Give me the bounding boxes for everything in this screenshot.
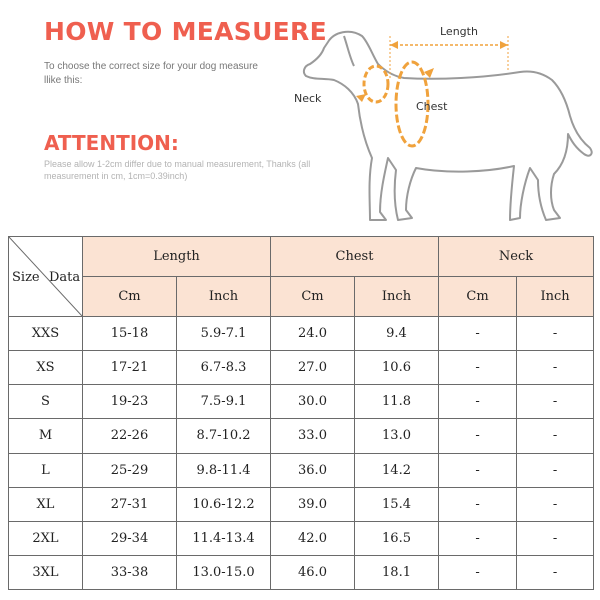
header-chest-inch: Inch: [355, 277, 439, 317]
table-row: [9, 453, 594, 487]
chest-inch-cell: 16.5: [355, 521, 439, 555]
header-length: Length: [83, 237, 271, 277]
length-inch-cell: 11.4-13.4: [177, 521, 271, 555]
length-arrow: [390, 36, 508, 80]
dog-ear: [344, 36, 354, 66]
chest-inch-cell: 13.0: [355, 419, 439, 453]
chest-cm-cell: 27.0: [271, 351, 355, 385]
header-neck: Neck: [439, 237, 594, 277]
length-cm-cell: 17-21: [83, 351, 177, 385]
length-inch-cell: 5.9-7.1: [177, 317, 271, 351]
neck-inch-cell: -: [517, 453, 594, 487]
length-cm-cell: 27-31: [83, 487, 177, 521]
size-cell: S: [9, 385, 83, 419]
chest-inch-cell: 11.8: [355, 385, 439, 419]
attention-heading: ATTENTION:: [44, 131, 179, 155]
attention-note: Please allow 1-2cm differ due to manual measurement, Thanks (all measurement in cm, 1cm=0.39inch): [44, 159, 311, 181]
page-subtitle: To choose the correct size for your dog measure llike this:: [44, 61, 258, 86]
table-row: [9, 351, 594, 385]
size-chart-table: [8, 236, 594, 590]
table-row: [9, 317, 594, 351]
header-length-inch: Inch: [177, 277, 271, 317]
neck-cm-cell: -: [439, 385, 517, 419]
dog-silhouette: [304, 32, 592, 220]
header-neck-cm: Cm: [439, 277, 517, 317]
page-title: HOW TO MEASUERE: [44, 17, 327, 46]
table-row: [9, 385, 594, 419]
length-inch-cell: 13.0-15.0: [177, 555, 271, 589]
chest-cm-cell: 39.0: [271, 487, 355, 521]
chest-cm-cell: 42.0: [271, 521, 355, 555]
neck-cm-cell: -: [439, 487, 517, 521]
chest-inch-cell: 9.4: [355, 317, 439, 351]
neck-inch-cell: -: [517, 317, 594, 351]
length-cm-cell: 19-23: [83, 385, 177, 419]
neck-cm-cell: -: [439, 453, 517, 487]
length-label: Length: [440, 25, 478, 38]
neck-inch-cell: -: [517, 521, 594, 555]
neck-measure-ring: [356, 66, 388, 102]
neck-inch-cell: -: [517, 385, 594, 419]
size-cell: 3XL: [9, 555, 83, 589]
header-chest-cm: Cm: [271, 277, 355, 317]
length-inch-cell: 8.7-10.2: [177, 419, 271, 453]
chest-cm-cell: 33.0: [271, 419, 355, 453]
neck-cm-cell: -: [439, 419, 517, 453]
table-row: [9, 487, 594, 521]
length-inch-cell: 9.8-11.4: [177, 453, 271, 487]
size-cell: L: [9, 453, 83, 487]
corner-size-label: Size: [12, 270, 40, 285]
table-row: [9, 521, 594, 555]
chest-label: Chest: [416, 100, 448, 113]
corner-data-label: Data: [49, 270, 81, 285]
size-cell: XXS: [9, 317, 83, 351]
length-cm-cell: 22-26: [83, 419, 177, 453]
size-cell: 2XL: [9, 521, 83, 555]
length-inch-cell: 6.7-8.3: [177, 351, 271, 385]
header-length-cm: Cm: [83, 277, 177, 317]
size-cell: XS: [9, 351, 83, 385]
length-cm-cell: 33-38: [83, 555, 177, 589]
chest-inch-cell: 15.4: [355, 487, 439, 521]
table-row: [9, 555, 594, 589]
dog-measure-diagram: [288, 8, 600, 230]
neck-cm-cell: -: [439, 555, 517, 589]
length-inch-cell: 7.5-9.1: [177, 385, 271, 419]
neck-label: Neck: [294, 92, 322, 105]
chest-inch-cell: 18.1: [355, 555, 439, 589]
length-inch-cell: 10.6-12.2: [177, 487, 271, 521]
neck-cm-cell: -: [439, 317, 517, 351]
size-cell: XL: [9, 487, 83, 521]
table-row: [9, 419, 594, 453]
length-cm-cell: 29-34: [83, 521, 177, 555]
table-header-row-units: [9, 277, 594, 317]
size-cell: M: [9, 419, 83, 453]
length-cm-cell: 15-18: [83, 317, 177, 351]
neck-inch-cell: -: [517, 351, 594, 385]
neck-cm-cell: -: [439, 351, 517, 385]
neck-inch-cell: -: [517, 555, 594, 589]
header-neck-inch: Inch: [517, 277, 594, 317]
chest-cm-cell: 36.0: [271, 453, 355, 487]
chest-inch-cell: 14.2: [355, 453, 439, 487]
chest-cm-cell: 46.0: [271, 555, 355, 589]
length-cm-cell: 25-29: [83, 453, 177, 487]
table-header-row-groups: [9, 237, 594, 277]
neck-cm-cell: -: [439, 521, 517, 555]
chest-cm-cell: 24.0: [271, 317, 355, 351]
size-data-corner-cell: [9, 237, 83, 317]
chest-inch-cell: 10.6: [355, 351, 439, 385]
neck-inch-cell: -: [517, 487, 594, 521]
header-chest: Chest: [271, 237, 439, 277]
neck-inch-cell: -: [517, 419, 594, 453]
chest-cm-cell: 30.0: [271, 385, 355, 419]
